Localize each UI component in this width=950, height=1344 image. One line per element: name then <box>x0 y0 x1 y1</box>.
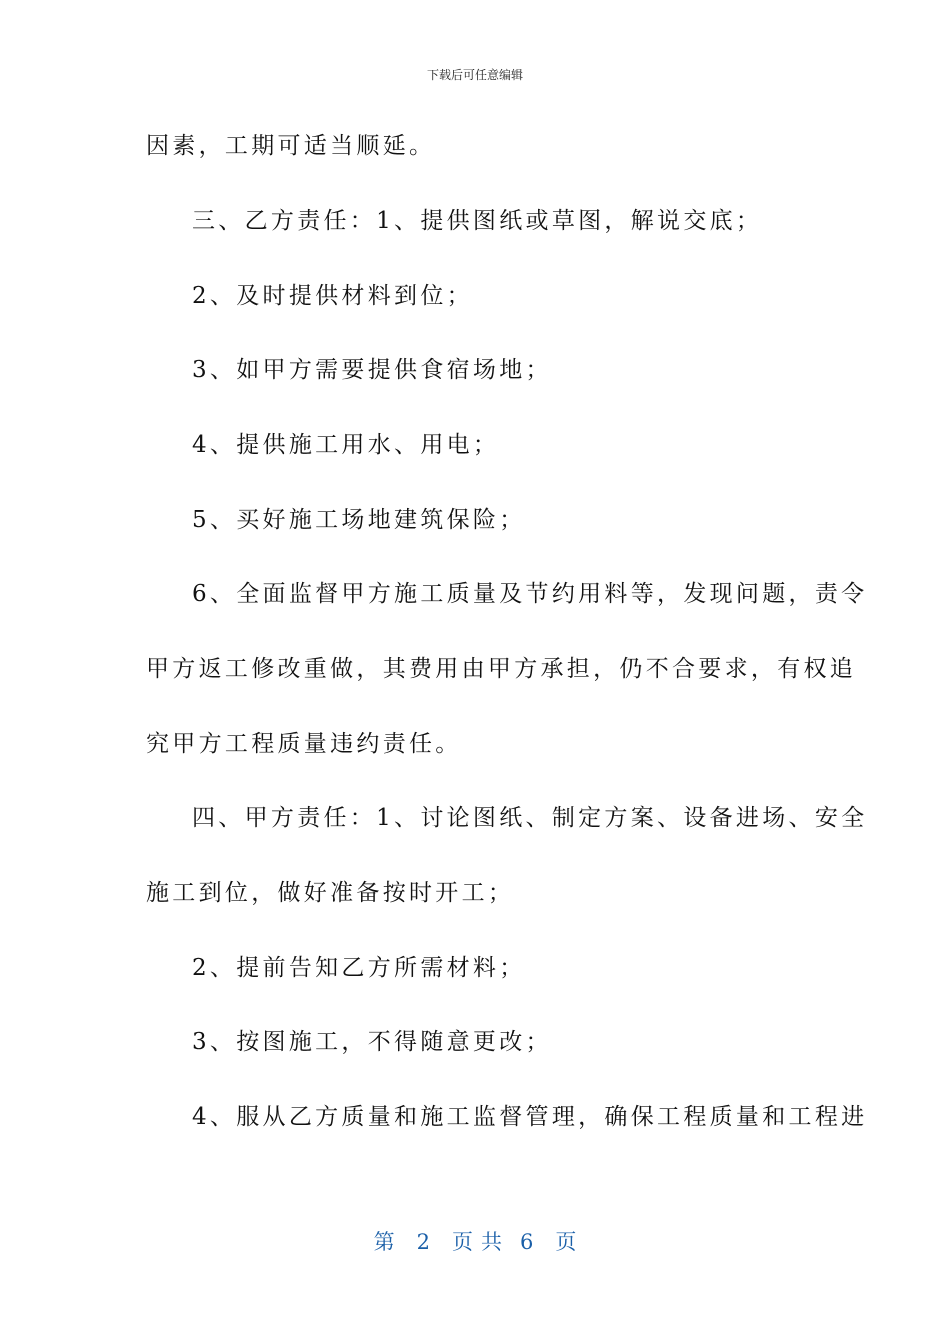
body-line-3: 2、及时提供材料到位； <box>192 283 473 309</box>
body-line-4: 3、如甲方需要提供食宿场地； <box>192 357 552 383</box>
body-line-11: 施工到位，做好准备按时开工； <box>146 880 515 906</box>
body-line-5: 4、提供施工用水、用电； <box>192 432 500 458</box>
body-line-10: 四、甲方责任：1、讨论图纸、制定方案、设备进场、安全 <box>192 805 868 831</box>
body-line-13: 3、按图施工，不得随意更改； <box>192 1029 552 1055</box>
body-line-2: 三、乙方责任：1、提供图纸或草图，解说交底； <box>192 208 763 234</box>
body-line-1: 因素，工期可适当顺延。 <box>146 133 436 159</box>
body-line-8: 甲方返工修改重做，其费用由甲方承担，仍不合要求，有权追 <box>146 656 857 682</box>
footer-label-middle: 页共 <box>452 1230 510 1254</box>
body-line-7: 6、全面监督甲方施工质量及节约用料等，发现问题，责令 <box>192 581 868 607</box>
body-line-12: 2、提前告知乙方所需材料； <box>192 955 526 981</box>
footer-page-number: 2 <box>416 1230 430 1254</box>
page-footer <box>0 1226 950 1256</box>
footer-label-last: 页 <box>555 1230 577 1254</box>
body-line-6: 5、买好施工场地建筑保险； <box>192 507 526 533</box>
page-header: 下载后可任意编辑 <box>426 68 523 82</box>
body-line-14: 4、服从乙方质量和施工监督管理，确保工程质量和工程进 <box>192 1104 868 1130</box>
body-line-9: 究甲方工程质量违约责任。 <box>146 731 462 757</box>
footer-label-first: 第 <box>373 1230 395 1254</box>
footer-page-total: 6 <box>520 1230 534 1254</box>
